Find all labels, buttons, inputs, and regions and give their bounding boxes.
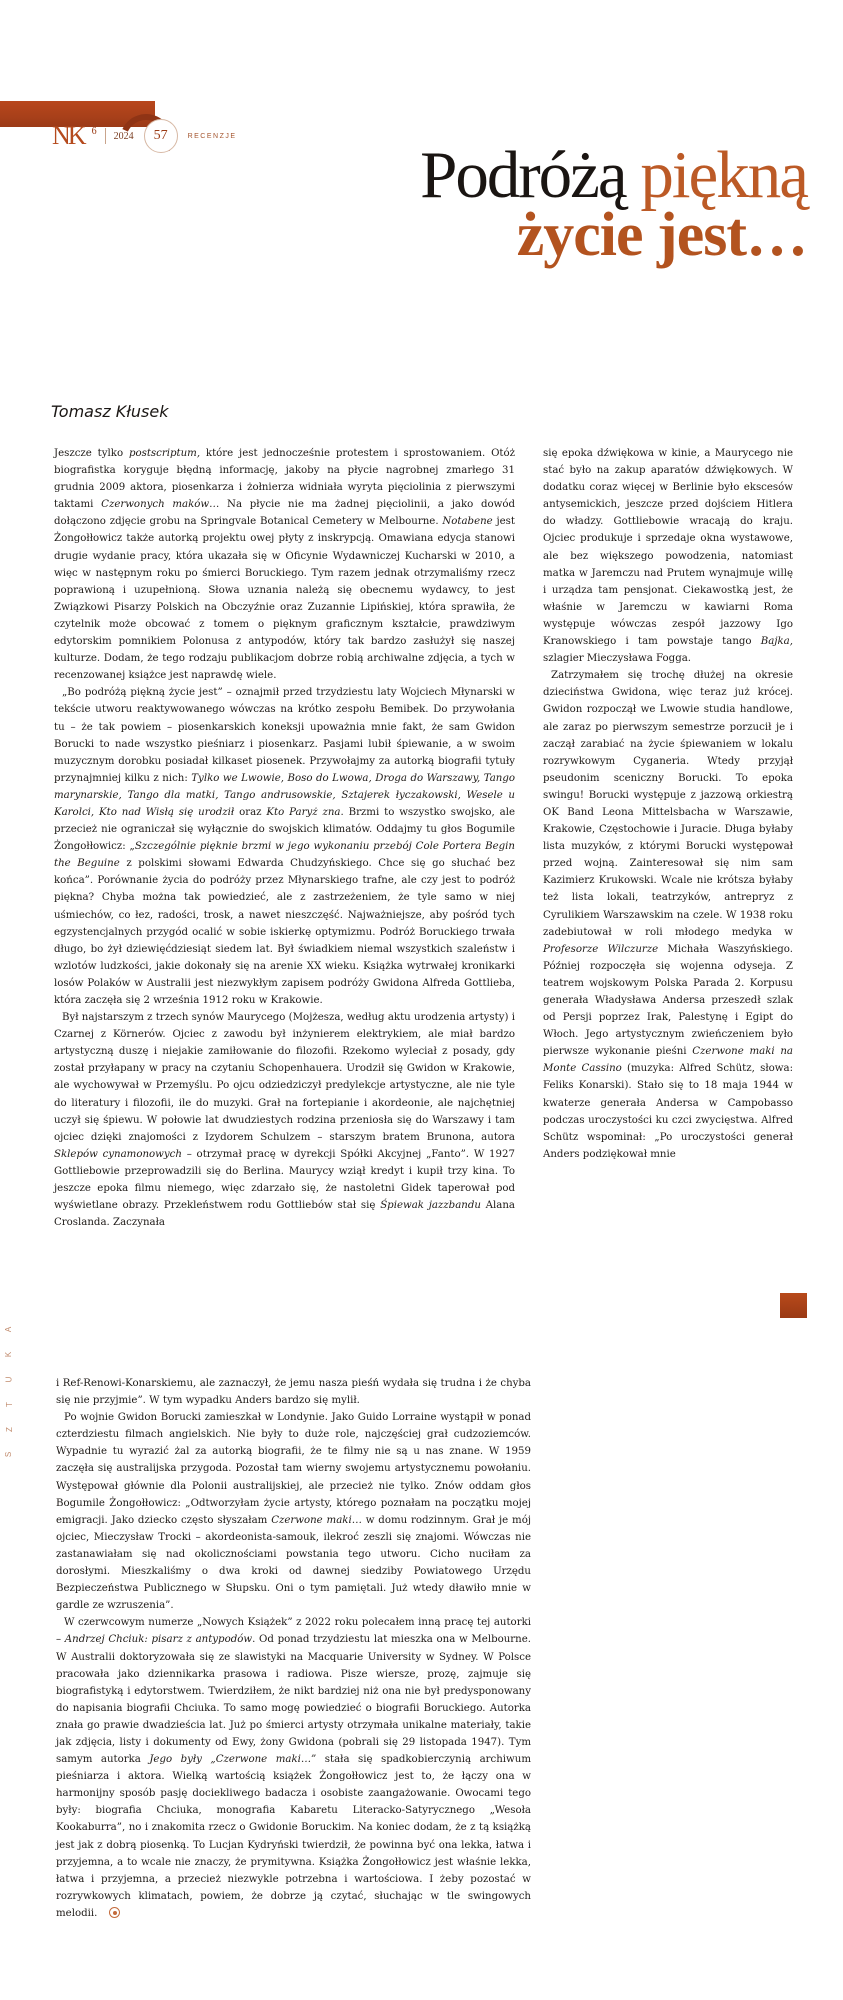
masthead: [52, 121, 237, 150]
paragraph: i Ref-Renowi-Konarskiemu, ale zaznaczył, że jemu nasza pieśń wydała się trudna i że chyba się nie przyjmie”. W tym wypadku Anders bardzo się mylił.: [56, 1378, 531, 1407]
issue-year: 2024: [113, 130, 134, 142]
right-text-column: [543, 445, 793, 1163]
paragraph: się epoka dźwiękowa w kinie, a Maurycego nie stać było na zakup aparatów dźwiękowych. W dodatku coraz więcej w Berlinie było ekscesów antysemickich, jeszcze przed dojściem Hitlera do władzy. Gottliebowie wracają do kraju. Ojciec produkuje i sprzedaje okna wystawowe, ale bez większego powodzenia, natomiast matka w Jaremczu nad Prutem wynajmuje willę i urządza tam pensjonat. Ciekawostką jest, że właśnie w Jaremczu w kawiarni Roma występuje wówczas zespół jazzowy Igo Kranowskiego i tam powstaje tango Bajka, szlagier Mieczysława Fogga.: [543, 448, 793, 665]
paragraph: Był najstarszym z trzech synów Maurycego (Mojżesza, według aktu urodzenia artysty) i Czarnej z Körnerów. Ojciec z zawodu był inżynierem elektrykiem, ale miał bardzo artystyczną duszę i niejakie zamiłowanie do filozofii. Rzekomo wyleciał z posady, gdy został przyłapany w pracy na czytaniu Schopenhauera. Urodził się Gwidon w Krakowie, ale wychowywał w Przemyślu. Po ojcu odziedziczył predylekcje artystyczne, ale nie tyle do literatury i filozofii, ile do muzyki. Grał na fortepianie i akordeonie, ale najchętniej uczył się śpiewu. W połowie lat dwudziestych rodzina przeniosła się do Warszawy i tam ojciec dzięki znajomości z Izydorem Schulzem – starszym bratem Brunona, autora Sklepów cynamonowych – otrzymał pracę w dyrekcji Spółki Akcyjnej „Fanto”. W 1927 Gottliebowie przeprowadzili się do Berlina. Maurycy wziął kredyt i kupił trzy kina. To jeszcze epoka filmu niemego, więc zdarzało się, że nastoletni Gidek taperował pod wyświetlane obrazy. Przekleństwem rodu Gottliebów stał się Śpiewak jazzbandu Alana Croslanda. Zaczynała: [54, 1012, 515, 1229]
magazine-logo: NK: [52, 121, 84, 150]
title-word-dark: Podróżą: [420, 138, 626, 212]
page-number: 57: [144, 119, 178, 153]
title-line-2: życie jest…: [516, 200, 807, 269]
masthead-divider: [105, 128, 106, 144]
paragraph: Po wojnie Gwidon Borucki zamieszkał w Londynie. Jako Guido Lorraine wystąpił w ponad czterdziestu filmach angielskich. Nie były to duże role, najczęściej grał cudzoziemców. Wypadnie tu wyrazić żal za autorką biografii, że te filmy nie są u nas znane. W 1959 zaczęła się australijska przygoda. Pozostał tam wierny swojemu artystycznemu powołaniu. Występował głównie dla Polonii australijskiej, ale przecież nie tylko. Znów oddam głos Bogumile Żongołłowicz: „Odtworzyłam życie artysty, którego poznałam na początku mojej emigracji. Jako dziecko często słyszałam Czerwone maki… w domu rodzinnym. Grał je mój ojciec, Mieczysław Trocki – akordeonista-samouk, ilekroć zeszli się znajomi. Wówczas nie zastanawiałam się nad okolicznościami powstania tego utworu. Cicho nuciłam za dorosłymi. Mieszkaliśmy o dwa kroki od dawnej siedziby Powiatowego Urzędu Bezpieczeństwa Publicznego w Słupsku. Oni o tym pamiętali. Już wtedy dławiło mnie w gardle ze wzruszenia”.: [56, 1412, 531, 1612]
article-title: [420, 138, 807, 269]
paragraph: „Bo podróżą piękną życie jest” – oznajmił przed trzydziestu laty Wojciech Młynarski w tekście utworu reaktywowanego wówczas na krótko zespołu Bemibek. Do przywołania tu – że tak powiem – piosenkarskich koneksji upoważnia mnie fakt, że sam Gwidon Borucki to nade wszystko pieśniarz i piosenkarz. Pasjami lubił śpiewanie, a w swoim muzycznym dorobku posiadał kilkaset piosenek. Przywołajmy za autorką biografii tytuły przynajmniej kilku z nich: Tylko we Lwowie, Boso do Lwowa, Droga do Warszawy, Tango marynarskie, Tango dla matki, Tango andrusowskie, Sztajerek łyczakowski, Wesele u Karolci, Kto nad Wisłą się urodził oraz Kto Paryż zna. Brzmi to wszystko swojsko, ale przecież nie ograniczał się wyłącznie do swojskich klimatów. Oddajmy tu głos Bogumile Żongołłowicz: „Szczególnie pięknie brzmi w jego wykonaniu przebój Cole Portera Begin the Beguine z polskimi słowami Edwarda Chudzyńskiego. Chce się go słuchać bez końca”. Porównanie życia do podróży przez Młynarskiego trafne, ale czy jest to podróż piękna? Chyba można tak powiedzieć, ale z zastrzeżeniem, że tyle samo w niej uśmiechów, co łez, radości, trosk, a nawet nieszczęść. Najważniejsze, aby pośród tych egzystencjalnych przygód ocalić w sobie iskierkę optymizmu. Podróż Boruckiego trwała długo, bo żył dziewięćdziesiąt siedem lat. Był świadkiem niemal wszystkich szaleństw i wzlotów ludzkości, jakie dokonały się na arenie XX wieku. Książka wytrwałej kronikarki losów Polaków w Australii jest niezwykłym zapisem podróży Gwidona Alfreda Gottlieba, która zaczęła się 2 września 1912 roku w Krakowie.: [54, 687, 516, 1006]
section-label: RECENZJE: [187, 132, 237, 140]
left-text-column: [54, 445, 515, 1231]
paragraph: Zatrzymałem się trochę dłużej na okresie dzieciństwa Gwidona, więc teraz już krócej. Gwidon rozpoczął we Lwowie studia handlowe, ale zaraz po pierwszym semestrze porzucił je i zaczął zarabiać na życie śpiewaniem w lokalu rozrywkowym Cyganeria. Wtedy przyjął pseudonim sceniczny Borucki. To epoka swingu! Borucki występuje z jazzową orkiestrą OK Band Leona Mittelsbacha w Warszawie, Krakowie, Częstochowie i Juracie. Długa byłaby lista muzyków, z którymi Borucki występował przed wojną. Zainteresował się nim sam Kazimierz Krukowski. Wcale nie krótsza byłaby też lista lokali, teatrzyków, antrepryz z Cyrulikiem Warszawskim na czele. W 1938 roku zadebiutował w roli młodego medyka w Profesorze Wilczurze Michała Waszyńskiego. Później rozpoczęła się wojenna odyseja. Z teatrem wojskowym Polska Parada 2. Korpusu generała Władysława Andersa przeszedł szlak od Persji poprzez Irak, Palestynę i Egipt do Włoch. Jego artystycznym zwieńczeniem było pierwsze wykonanie pieśni Czerwone maki na Monte Cassino (muzyka: Alfred Schütz, słowa: Feliks Konarski). Stało się to 18 maja 1944 w kwaterze generała Andersa w Campobasso podczas uroczystości ku czci zwycięstwa. Alfred Schütz wspominał: „Po uroczystości generał Anders podziękował mnie: [543, 670, 793, 1160]
page-corner-marker: [780, 1293, 807, 1318]
title-line-1: [420, 138, 807, 212]
title-word-accent: piękną: [640, 138, 807, 212]
paragraph: W czerwcowym numerze „Nowych Książek” z 2022 roku polecałem inną pracę tej autorki – Andrzej Chciuk: pisarz z antypodów. Od ponad trzydziestu lat mieszka ona w Melbourne. W Australii doktoryzowała się ze slawistyki na Macquarie University w Sydney. W Polsce pracowała jako dziennikarka prasowa i radiowa. Pisze wiersze, prozę, zajmuje się biografistyką i edytorstwem. Twierdziłem, że nikt bardziej niż ona nie był predysponowany do napisania biografii Chciuka. To samo mogę powiedzieć o biografii Boruckiego. Autorka znała go prawie dwadzieścia lat. Już po śmierci artysty otrzymała unikalne materiały, takie jak zdjęcia, listy i dokumenty od Ewy, żony Gwidona (pobrali się 29 listopada 1947). Tym samym autorka Jego były „Czerwone maki…” stała się spadkobierczynią archiwum pieśniarza i aktora. Wielką wartością książek Żongołłowicz jest to, że łączy ona w harmonijny sposób pasję dociekliwego badacza i osobiste zaangażowanie. Owocami tego były: biografia Chciuka, monografia Kabaretu Literacko-Satyrycznego „Wesoła Kookaburra”, no i znakomita rzecz o Gwidonie Boruckim. Na koniec dodam, że z tą książką jest jak z dobrą piosenką. To Lucjan Kydryński twierdził, że powinna być ona lekka, łatwa i przyjemna, a to wcale nie znaczy, że prymitywna. Książka Żongołłowicz jest właśnie lekka, łatwa i przyjemna, a przecież niezwykle potrzebna i wartościowa. I żeby pozostać w rozrywkowych klimatach, powiem, że dobrze ją czytać, słuchając w tle swingowych melodii.: [56, 1617, 531, 1919]
side-section-label: S Z T U K A: [4, 1326, 14, 1458]
issue-number: 6: [91, 126, 97, 137]
end-of-article-icon: [109, 1907, 120, 1918]
author-byline: Tomasz Kłusek: [51, 402, 169, 421]
continuation-text-column: [56, 1375, 531, 1922]
paragraph: Jeszcze tylko postscriptum, które jest jednocześnie protestem i sprostowaniem. Otóż biografistka koryguje błędną informację, jakoby na płycie nagrobnej zmarłego 31 grudnia 2009 aktora, piosenkarza i żołnierza widniała wyryta pięciolinia z pierwszymi taktami Czerwonych maków… Na płycie nie ma żadnej pięciolinii, a jako dowód dołączono zdjęcie grobu na Springvale Botanical Cemetery w Melbourne. Notabene jest Żongołłowicz także autorką projektu owej płyty z inskrypcją. Omawiana edycja stanowi drugie wydanie pracy, która ukazała się w Oficynie Wydawniczej Kucharski w 2010, a więc w następnym roku po śmierci Boruckiego. Tym razem jednak otrzymaliśmy rzecz poprawioną i uzupełnioną. Słowa uznania należą się obecnemu wydawcy, to jest Związkowi Pisarzy Polskich na Obczyźnie oraz Zuzannie Lipińskiej, która sprawiła, że czytelnik może obcować z tomem o pięknym graficznym kształcie, prawdziwym edytorskim pomnikiem Polonusa z antypodów, który tak bardzo zasłużył się naszej kulturze. Dodam, że tego rodzaju publikacjom dobrze robią archiwalne zdjęcia, a tych w recenzowanej książce jest naprawdę wiele.: [54, 448, 516, 682]
